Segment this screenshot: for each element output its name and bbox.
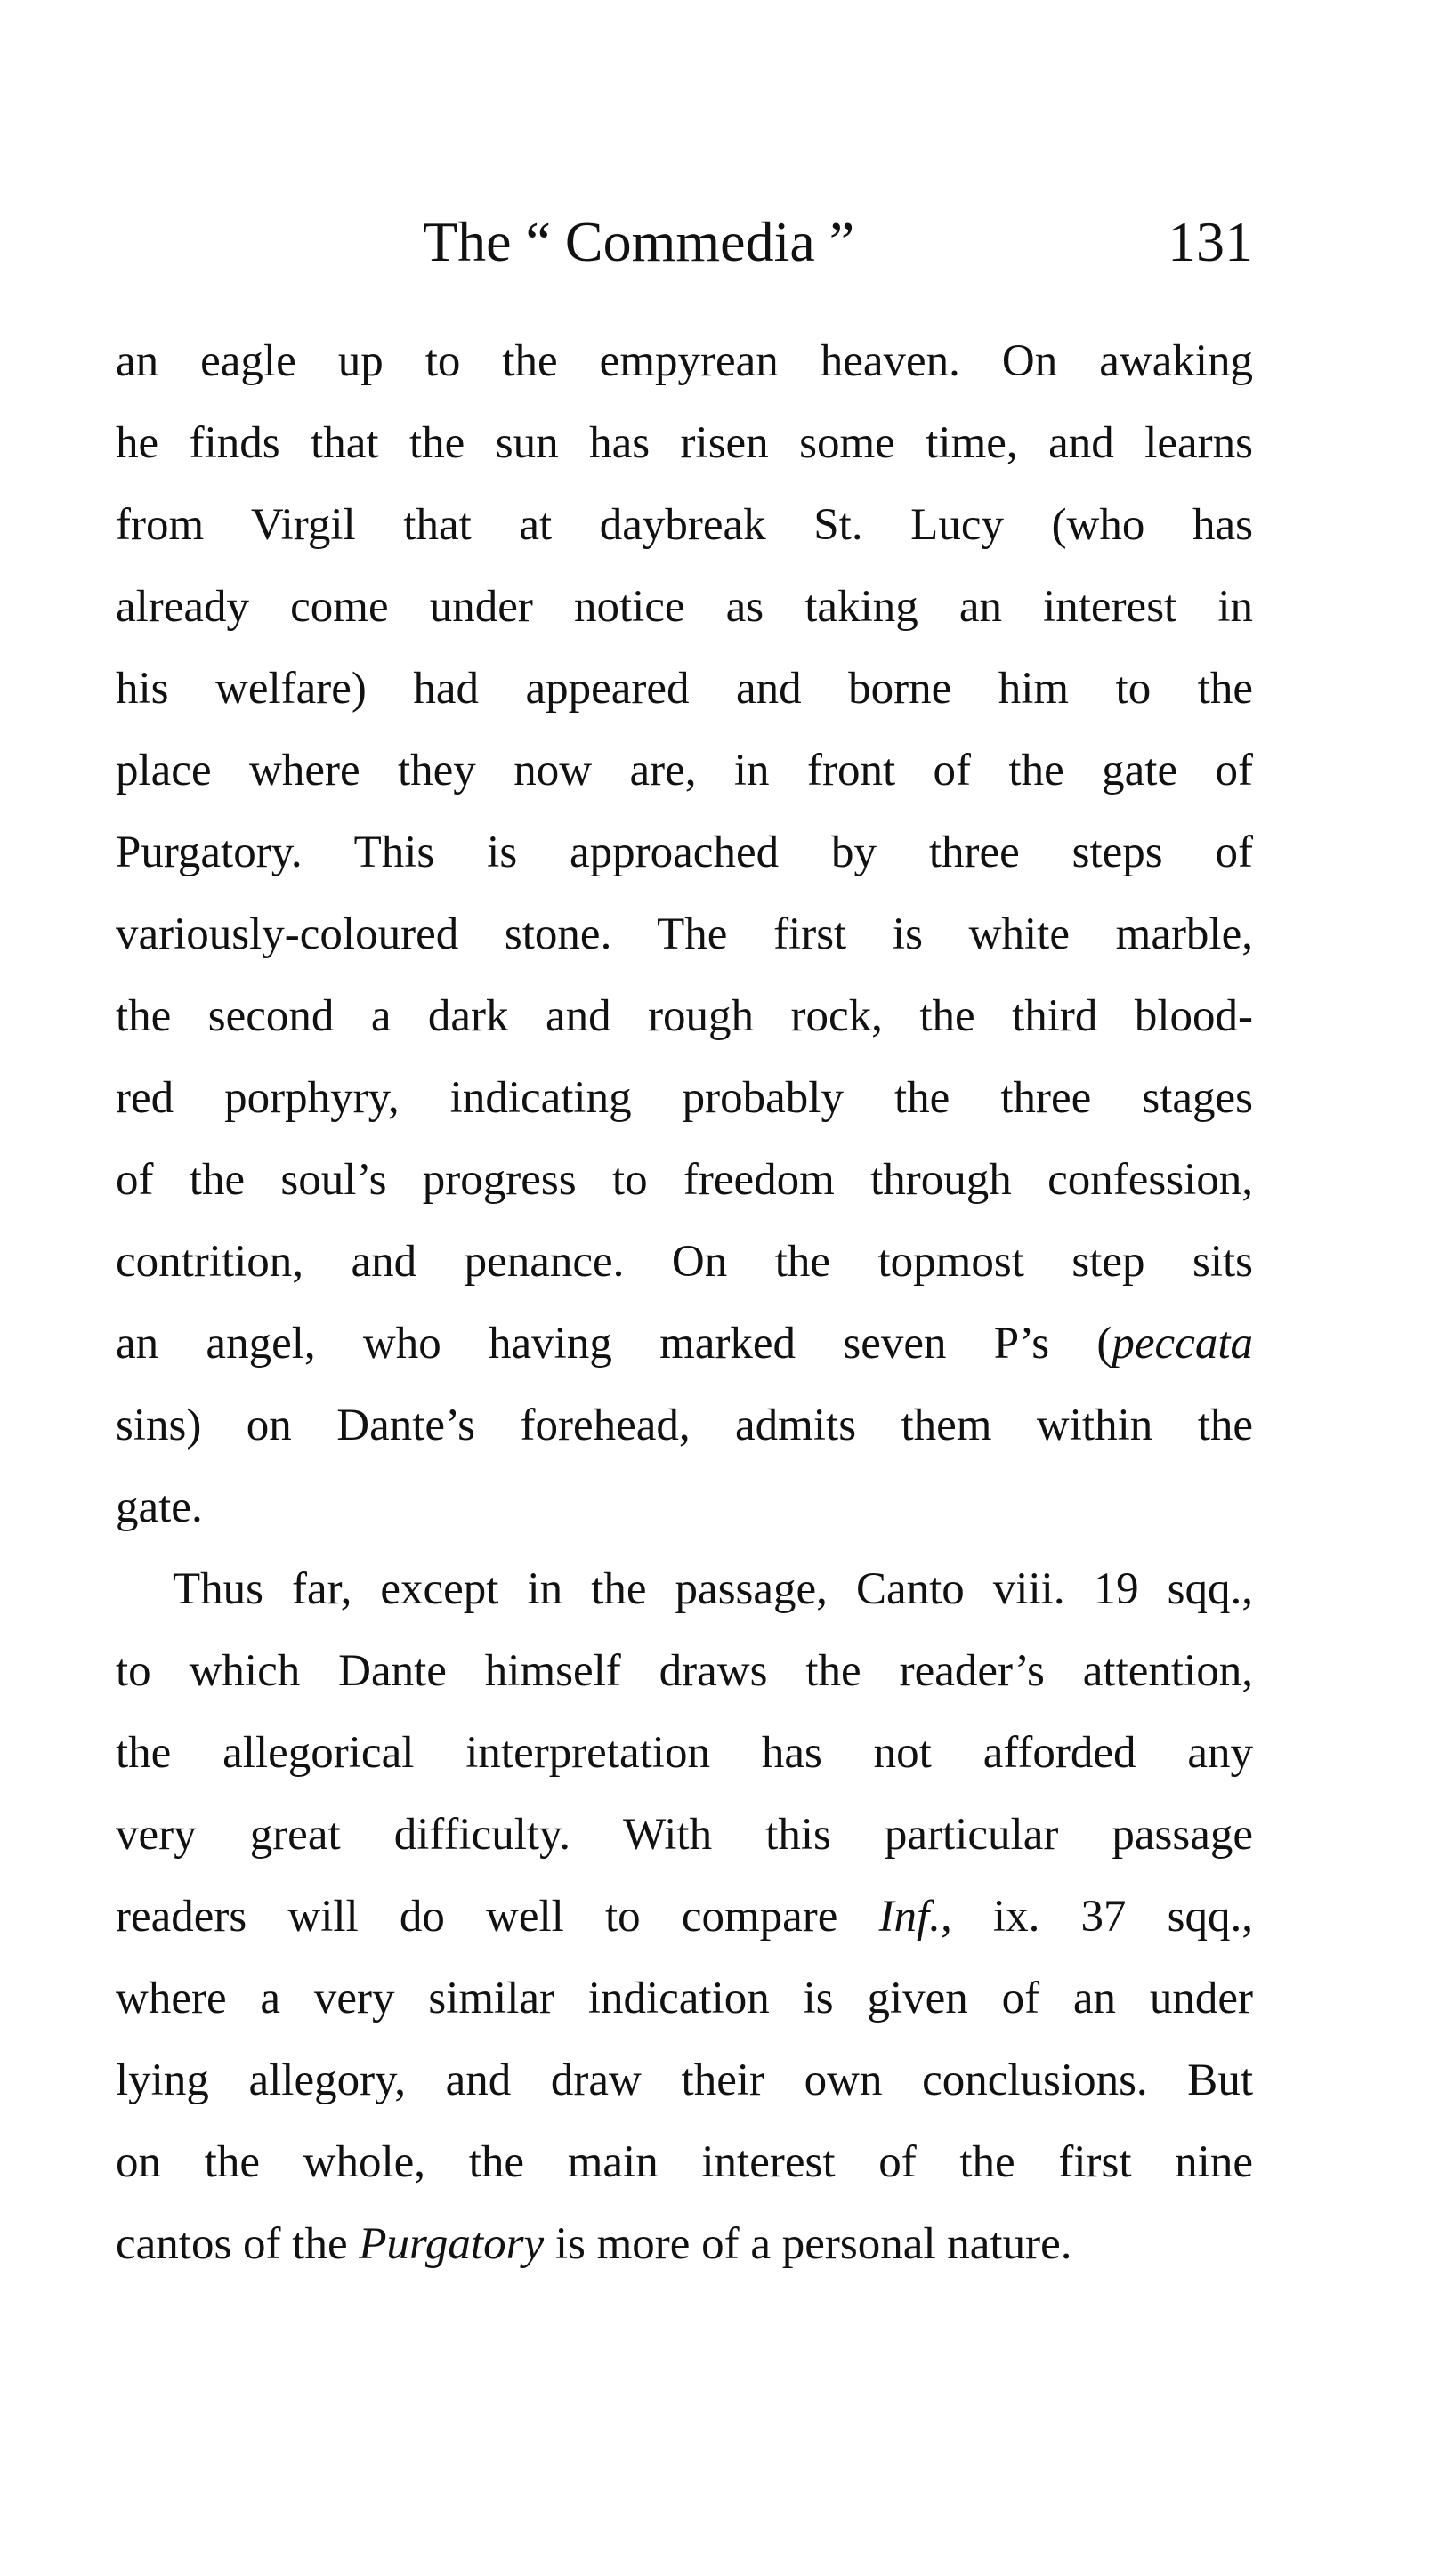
text-line: of the soul’s progress to freedom through confession,	[116, 1155, 1253, 1205]
text-line: variously-coloured stone. The first is white marble,	[116, 909, 1253, 959]
text-line: where a very similar indication is given of an under	[116, 1974, 1253, 2023]
text-line: on the whole, the main interest of the first nine	[116, 2137, 1253, 2187]
text-line: very great difficulty. With this particular passage	[116, 1810, 1253, 1860]
italic-term: Purgatory	[359, 2219, 545, 2269]
page-number: 131	[1168, 210, 1253, 273]
text-segment: ix. 37 sqq.,	[951, 1892, 1253, 1942]
text-line: he finds that the sun has risen some time, and learns	[116, 418, 1253, 468]
italic-term: peccata	[1112, 1319, 1253, 1369]
text-segment: is more of a personal nature.	[544, 2219, 1072, 2269]
text-segment: readers will do well to compare	[116, 1892, 879, 1942]
text-line: the second a dark and rough rock, the third blood-	[116, 991, 1253, 1041]
text-line: his welfare) had appeared and borne him to the	[116, 664, 1253, 714]
text-line: contrition, and penance. On the topmost step sits	[116, 1237, 1253, 1287]
text-line: lying allegory, and draw their own conclusions. But	[116, 2055, 1253, 2105]
page-header	[116, 198, 1253, 287]
text-line: red porphyry, indicating probably the three stages	[116, 1073, 1253, 1123]
italic-term: Inf.,	[878, 1892, 952, 1942]
paragraph-1	[116, 320, 1253, 1548]
text-line: Purgatory. This is approached by three steps of	[116, 828, 1253, 877]
text-line	[116, 1303, 1253, 1385]
text-line: the allegorical interpretation has not afforded any	[116, 1728, 1253, 1778]
text-line: place where they now are, in front of the gate of	[116, 746, 1253, 795]
text-line: an eagle up to the empyrean heaven. On awaking	[116, 336, 1253, 386]
text-line	[116, 2203, 1253, 2285]
text-line: Thus far, except in the passage, Canto viii. 19 sqq.,	[173, 1564, 1253, 1614]
text-line	[116, 1876, 1253, 1958]
paragraph-2	[116, 1548, 1253, 2285]
text-segment: an angel, who having marked seven P’s (	[116, 1319, 1112, 1369]
body-text	[116, 320, 1253, 2285]
text-segment: cantos of the	[116, 2219, 360, 2269]
text-line: gate.	[116, 1482, 203, 1532]
running-title: The “ Commedia ”	[423, 210, 855, 273]
text-line: already come under notice as taking an interest in	[116, 582, 1253, 632]
text-line: to which Dante himself draws the reader’s attention,	[116, 1646, 1253, 1696]
text-line: sins) on Dante’s forehead, admits them within the	[116, 1401, 1253, 1450]
text-line: from Virgil that at daybreak St. Lucy (who has	[116, 500, 1253, 550]
